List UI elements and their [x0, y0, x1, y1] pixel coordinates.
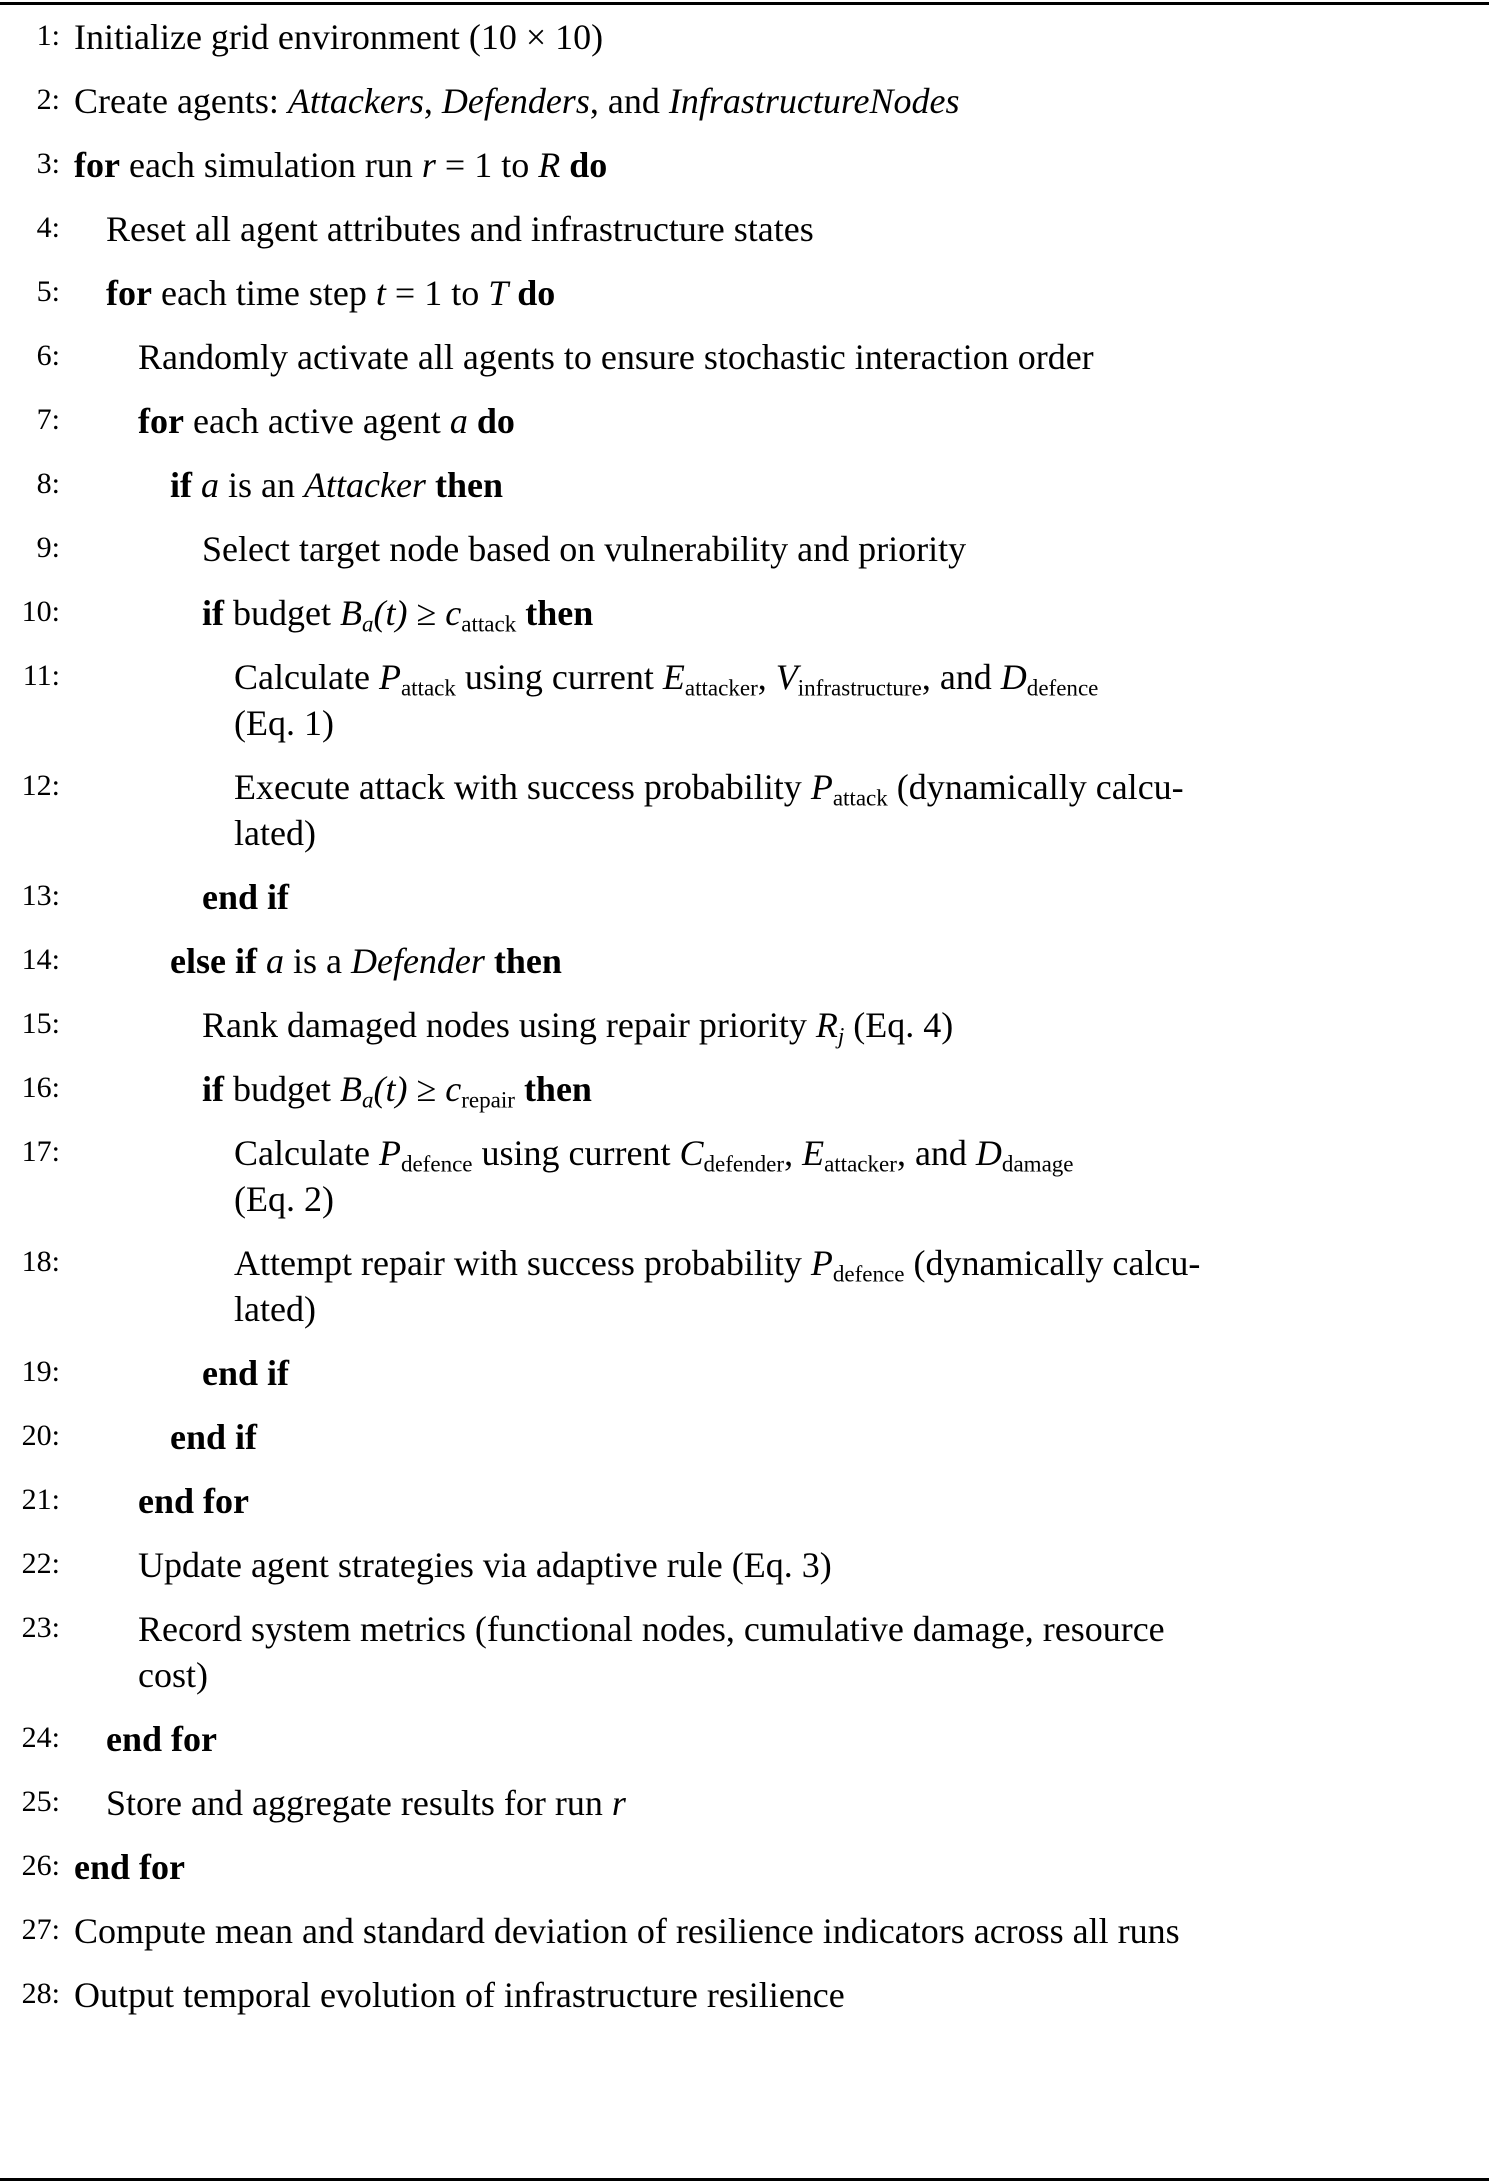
subscript-a: a [361, 1086, 374, 1113]
symbol-geq: ≥ [407, 1069, 446, 1109]
line-number: 1: [36, 19, 60, 52]
algorithm-line [10, 1469, 1475, 1533]
line-body [74, 1908, 1475, 1954]
store-results-label: Store and aggregate results for run [106, 1783, 612, 1823]
algorithm-line [10, 929, 1475, 993]
line-text [106, 1780, 1475, 1826]
line-text: Output temporal evolution of infrastructure resilience [74, 1975, 845, 2015]
calculate-label: Calculate [234, 657, 379, 697]
line-body [74, 526, 1475, 572]
line-number: 19: [21, 1355, 60, 1388]
algorithm-line [10, 993, 1475, 1057]
keyword-end-if: end if [202, 877, 290, 917]
keyword-end-for: end for [106, 1719, 217, 1759]
math-p-attack [378, 657, 456, 701]
agent-type-attackers: Attackers [287, 81, 424, 121]
math-v-infrastructure [775, 657, 922, 701]
algorithm-line [10, 5, 1475, 69]
line-text: Record system metrics (functional nodes, cumulative damage, resource [138, 1609, 1165, 1649]
subscript-defence: defence [832, 1260, 905, 1287]
line-text [138, 1478, 1475, 1524]
subscript-attack: attack [461, 610, 517, 637]
separator: , and [896, 1133, 976, 1173]
condition-text: is an [219, 465, 304, 505]
line-text [202, 590, 1475, 636]
keyword-if: if [202, 1069, 224, 1109]
algorithm-line [10, 755, 1475, 865]
line-number: 4: [36, 211, 60, 244]
time-argument: (t) [373, 593, 408, 633]
line-body [74, 1972, 1475, 2018]
algorithm-line [10, 261, 1475, 325]
subscript-attacker: attacker [684, 674, 758, 701]
line-1-text: Initialize grid environment (10 × 10) [74, 17, 604, 57]
keyword-then: then [525, 593, 594, 633]
budget-label: budget [224, 1069, 340, 1109]
subscript-attack: attack [400, 674, 456, 701]
variable-R-upper: R [538, 145, 561, 185]
line-body [74, 1542, 1475, 1588]
separator: , [757, 657, 776, 697]
line-text [106, 1716, 1475, 1762]
variable-a: a [265, 941, 284, 981]
line-text [170, 938, 1475, 984]
line-text [74, 78, 1475, 124]
line-number: 28: [21, 1977, 60, 2010]
line-text [74, 1844, 1475, 1890]
subscript-attacker: attacker [824, 1150, 897, 1177]
algorithm-line [10, 865, 1475, 929]
symbol-D: D [1000, 657, 1027, 697]
symbol-E: E [662, 657, 685, 697]
algorithm-line [10, 1121, 1475, 1231]
line-number: 14: [21, 943, 60, 976]
line-number: 26: [21, 1849, 60, 1882]
agent-type-infrastructure-nodes: InfrastructureNodes [668, 81, 960, 121]
variable-r: r [421, 145, 436, 185]
algorithm-line [10, 1533, 1475, 1597]
line-text [202, 526, 1475, 572]
line-6-text: Randomly activate all agents to ensure stochastic interaction order [138, 337, 1094, 377]
keyword-for: for [106, 273, 152, 313]
keyword-end-for: end for [138, 1481, 249, 1521]
algorithm-line [10, 581, 1475, 645]
condition-text: is a [283, 941, 351, 981]
algorithm-line [10, 453, 1475, 517]
math-p-attack [810, 767, 888, 811]
math-p-defence [378, 1133, 473, 1177]
line-number: 5: [36, 275, 60, 308]
symbol-c: c [445, 1069, 462, 1109]
loop-range: = 1 to [435, 145, 539, 185]
symbol-P: P [378, 657, 401, 697]
continuation-line: lated) [234, 1289, 316, 1329]
line-text [106, 206, 1475, 252]
math-d-defence [1000, 657, 1099, 701]
line-body [74, 1478, 1475, 1524]
continuation-line [234, 700, 1475, 746]
math-p-defence [810, 1243, 905, 1287]
algorithm-line [10, 1899, 1475, 1963]
create-agents-label: Create agents: [74, 81, 288, 121]
subscript-j: j [837, 1022, 845, 1049]
line-text [138, 398, 1475, 444]
keyword-for: for [74, 145, 120, 185]
calculate-label: Calculate [234, 1133, 379, 1173]
symbol-V: V [775, 657, 798, 697]
variable-t: t [375, 273, 386, 313]
line-text [202, 1350, 1475, 1396]
using-current-label: using current [472, 1133, 680, 1173]
execute-attack-label: Execute attack with success probability [234, 767, 811, 807]
line-number: 20: [21, 1419, 60, 1452]
line-number: 22: [21, 1547, 60, 1580]
subscript-defence: defence [1026, 674, 1099, 701]
line-9-text: Select target node based on vulnerability and priority [202, 529, 967, 569]
subscript-attack: attack [832, 784, 888, 811]
continuation-line [234, 1176, 1475, 1222]
symbol-B: B [339, 1069, 362, 1109]
separator: , and [589, 81, 669, 121]
algorithm-line [10, 197, 1475, 261]
keyword-end-if: end if [202, 1353, 290, 1393]
algorithm-line [10, 1057, 1475, 1121]
line-number: 7: [36, 403, 60, 436]
line-body [74, 398, 1475, 444]
algorithm-line [10, 389, 1475, 453]
line-body [74, 78, 1475, 124]
symbol-D: D [975, 1133, 1002, 1173]
keyword-if: if [170, 465, 192, 505]
symbol-c: c [445, 593, 462, 633]
line-text [106, 270, 1475, 316]
subscript-a: a [361, 610, 374, 637]
math-repair-priority [815, 1005, 845, 1049]
algorithm-line [10, 69, 1475, 133]
algorithm-line [10, 325, 1475, 389]
separator: , [784, 1133, 803, 1173]
line-body [74, 206, 1475, 252]
algorithm-line [10, 1231, 1475, 1341]
variable-a: a [201, 465, 219, 505]
line-body [74, 1066, 1475, 1112]
line-number: 21: [21, 1483, 60, 1516]
equation-ref-1: (Eq. 1) [234, 703, 334, 743]
line-text [202, 1066, 1475, 1112]
line-body [74, 1414, 1475, 1460]
line-number: 18: [21, 1245, 60, 1278]
line-text [74, 14, 1475, 60]
symbol-P: P [810, 1243, 833, 1283]
variable-a: a [449, 401, 468, 441]
line-body [74, 1130, 1475, 1222]
line-text [234, 1240, 1475, 1286]
time-argument: (t) [373, 1069, 408, 1109]
agent-type-attacker: Attacker [304, 465, 426, 505]
continuation-line: cost) [138, 1655, 208, 1695]
agent-type-defender: Defender [350, 941, 485, 981]
symbol-E: E [802, 1133, 825, 1173]
algorithm-line [10, 517, 1475, 581]
keyword-do: do [569, 145, 608, 185]
line-number: 25: [21, 1785, 60, 1818]
agent-type-defenders: Defenders [441, 81, 590, 121]
line-number: 16: [21, 1071, 60, 1104]
line-number: 12: [21, 769, 60, 802]
line-body [74, 1606, 1475, 1698]
line-number: 11: [22, 659, 60, 692]
separator: , [423, 81, 442, 121]
loop-range: = 1 to [385, 273, 489, 313]
algorithm-line [10, 1405, 1475, 1469]
loop-description: each time step [151, 273, 376, 313]
line-number: 3: [36, 147, 60, 180]
line-body [74, 1844, 1475, 1890]
keyword-then: then [434, 465, 503, 505]
line-body [74, 938, 1475, 984]
line-number: 17: [21, 1135, 60, 1168]
dynamically-calculated-label: (dynamically calcu- [887, 767, 1184, 807]
line-body [74, 14, 1475, 60]
line-body [74, 1780, 1475, 1826]
loop-description: each simulation run [119, 145, 422, 185]
line-body [74, 1350, 1475, 1396]
line-text: Compute mean and standard deviation of resilience indicators across all runs [74, 1911, 1180, 1951]
using-current-label: using current [455, 657, 663, 697]
subscript-defence: defence [400, 1150, 473, 1177]
keyword-else-if: else if [170, 941, 257, 981]
budget-label: budget [224, 593, 340, 633]
line-body [74, 654, 1475, 746]
algorithm-line [10, 645, 1475, 755]
line-number: 24: [21, 1721, 60, 1754]
line-4-text: Reset all agent attributes and infrastructure states [106, 209, 814, 249]
line-body [74, 462, 1475, 508]
line-text [138, 334, 1475, 380]
line-number: 27: [21, 1913, 60, 1946]
line-body [74, 590, 1475, 636]
algorithm-lines [0, 5, 1489, 2027]
equation-ref-4: (Eq. 4) [844, 1005, 954, 1045]
separator: , and [921, 657, 1001, 697]
line-text [170, 1414, 1475, 1460]
keyword-if: if [202, 593, 224, 633]
math-budget-repair [339, 1069, 515, 1113]
keyword-for: for [138, 401, 184, 441]
line-number: 15: [21, 1007, 60, 1040]
line-body [74, 874, 1475, 920]
algorithm-line [10, 1771, 1475, 1835]
subscript-repair: repair [461, 1086, 515, 1113]
line-text [138, 1542, 1475, 1588]
line-text [202, 1002, 1475, 1048]
line-22-text: Update agent strategies via adaptive rule (Eq. 3) [138, 1545, 832, 1585]
symbol-C: C [679, 1133, 704, 1173]
variable-r: r [611, 1783, 626, 1823]
line-number: 9: [36, 531, 60, 564]
attempt-repair-label: Attempt repair with success probability [234, 1243, 811, 1283]
algorithm-line [10, 1341, 1475, 1405]
dynamically-calculated-label: (dynamically calcu- [904, 1243, 1201, 1283]
symbol-R: R [815, 1005, 838, 1045]
algorithm-line [10, 1835, 1475, 1899]
loop-description: each active agent [183, 401, 450, 441]
line-text [234, 1130, 1475, 1176]
symbol-geq: ≥ [407, 593, 446, 633]
equation-ref-2: (Eq. 2) [234, 1179, 334, 1219]
line-body [74, 1716, 1475, 1762]
symbol-P: P [810, 767, 833, 807]
subscript-infrastructure: infrastructure [797, 674, 922, 701]
algorithm-line [10, 1597, 1475, 1707]
symbol-B: B [339, 593, 362, 633]
keyword-end-if: end if [170, 1417, 258, 1457]
math-c-defender [679, 1133, 785, 1177]
line-text [202, 874, 1475, 920]
bottom-rule [0, 2178, 1489, 2181]
line-number: 23: [21, 1611, 60, 1644]
line-body [74, 334, 1475, 380]
line-number: 8: [36, 467, 60, 500]
subscript-defender: defender [703, 1150, 785, 1177]
line-text [234, 764, 1475, 810]
line-body [74, 270, 1475, 316]
line-body [74, 1002, 1475, 1048]
algorithm-line [10, 1963, 1475, 2027]
symbol-P: P [378, 1133, 401, 1173]
math-budget-attack [339, 593, 517, 637]
rank-nodes-label: Rank damaged nodes using repair priority [202, 1005, 816, 1045]
line-text [234, 654, 1475, 700]
line-body [74, 1240, 1475, 1332]
line-number: 2: [36, 83, 60, 116]
algorithm-line [10, 133, 1475, 197]
math-d-damage [975, 1133, 1074, 1177]
line-number: 13: [21, 879, 60, 912]
line-body [74, 142, 1475, 188]
keyword-do: do [476, 401, 515, 441]
line-number: 10: [21, 595, 60, 628]
variable-T-upper: T [488, 273, 509, 313]
keyword-then: then [493, 941, 562, 981]
subscript-damage: damage [1001, 1150, 1074, 1177]
keyword-then: then [523, 1069, 592, 1109]
line-text [170, 462, 1475, 508]
algorithm-line [10, 1707, 1475, 1771]
math-e-attacker [802, 1133, 897, 1177]
line-number: 6: [36, 339, 60, 372]
math-e-attacker [662, 657, 758, 701]
continuation-line: lated) [234, 813, 316, 853]
keyword-do: do [517, 273, 556, 313]
keyword-end-for: end for [74, 1847, 185, 1887]
line-text [74, 142, 1475, 188]
line-body [74, 764, 1475, 856]
